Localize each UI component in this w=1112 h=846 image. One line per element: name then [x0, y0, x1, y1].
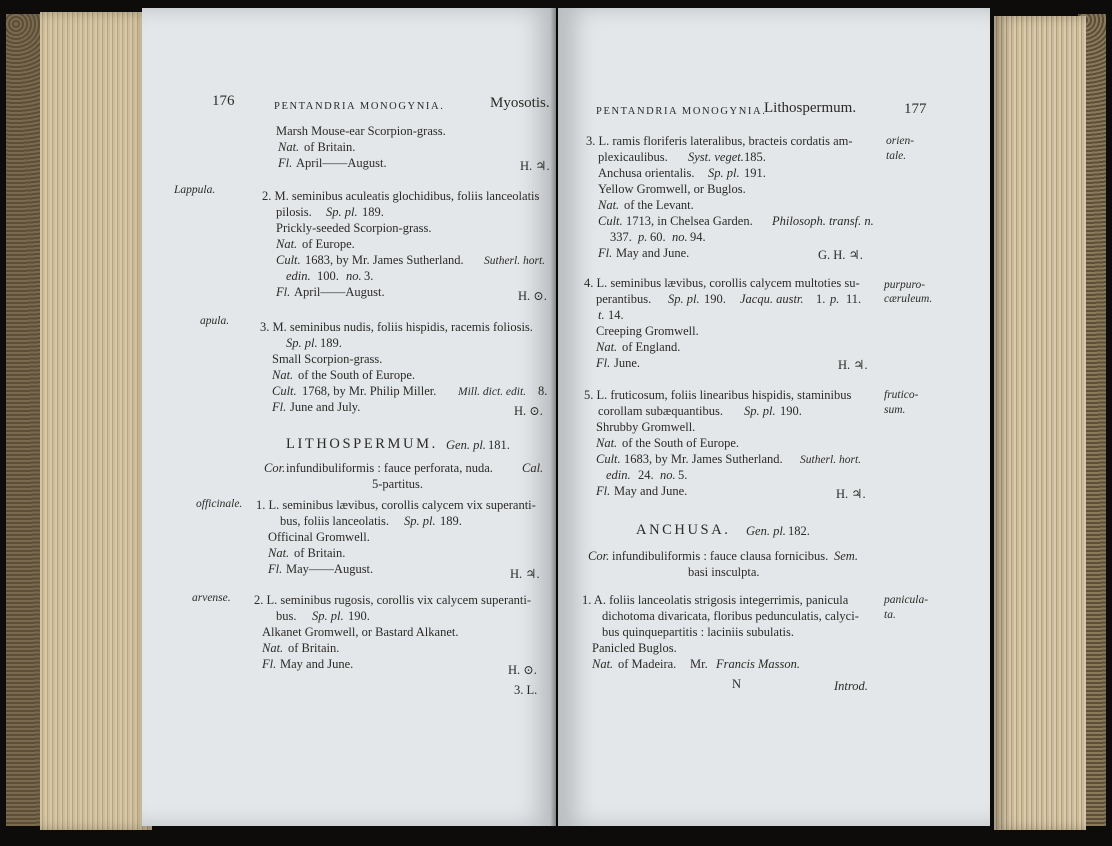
nat-label: Nat.: [276, 237, 298, 251]
introducer-name: Francis Masson.: [716, 657, 801, 671]
nat-label: Nat.: [596, 340, 618, 354]
common-name: Small Scorpion-grass.: [272, 352, 383, 366]
margin-species-name: Lappula.: [174, 184, 216, 196]
running-head-genus-right: Lithospermum.: [764, 100, 857, 116]
fl-label: Fl.: [278, 156, 293, 170]
margin-species-name: officinale.: [196, 498, 243, 510]
nat-value: of the South of Europe.: [622, 436, 739, 450]
margin-species-name: ta.: [884, 609, 896, 621]
cult-value: 1683, by Mr. James Sutherland.: [305, 253, 464, 267]
fl-value: May and June.: [280, 657, 354, 671]
reference-number: 189.: [440, 514, 462, 528]
common-name: Panicled Buglos.: [592, 641, 677, 655]
reference: p.: [830, 292, 840, 306]
synonym: Anchusa orientalis.: [598, 166, 695, 180]
reference-number: 60.: [650, 230, 666, 244]
nat-label: Nat.: [262, 641, 284, 655]
seed-description: basi insculpta.: [688, 565, 760, 579]
page-number-left: 176: [212, 93, 235, 109]
fl-value: May——August.: [286, 562, 374, 576]
species-diagnosis-line: bus.: [276, 609, 297, 623]
genus-reference: Gen. pl.: [446, 438, 486, 452]
reference-number: 190.: [780, 404, 802, 418]
reference: Sp. pl.: [312, 609, 344, 623]
seed-label: Sem.: [834, 549, 858, 563]
nat-value: of the Levant.: [624, 198, 694, 212]
habit: G. H. ♃.: [818, 248, 863, 262]
genus-heading: LITHOSPERMUM.: [286, 436, 438, 452]
reference: Sp. pl.: [286, 336, 318, 350]
calyx-label: Cal.: [522, 461, 544, 475]
left-page: [142, 8, 556, 826]
fl-value: June.: [614, 356, 641, 370]
fl-value: April——August.: [296, 156, 387, 170]
cult-value: 1683, by Mr. James Sutherland.: [624, 452, 783, 466]
left-page-stack: [40, 12, 152, 830]
reference: no.: [672, 230, 688, 244]
reference: Sp. pl.: [744, 404, 776, 418]
common-name: Yellow Gromwell, or Buglos.: [598, 182, 746, 196]
cult-label: Cult.: [276, 253, 301, 267]
reference-number: 11.: [846, 292, 862, 306]
habit: H. ⊙.: [518, 289, 547, 303]
reference-number: 14.: [608, 308, 624, 322]
nat-value: of Britain.: [294, 546, 346, 560]
nat-label: Nat.: [598, 198, 620, 212]
common-name: Prickly-seeded Scorpion-grass.: [276, 221, 432, 235]
right-page: [558, 8, 990, 826]
reference-number: 3.: [364, 269, 374, 283]
margin-species-name: cæruleum.: [884, 293, 933, 305]
habit: H. ♃.: [836, 487, 866, 501]
species-diagnosis-line: 3. M. seminibus nudis, foliis hispidis, racemis foliosis.: [260, 320, 533, 334]
margin-species-name: purpuro-: [884, 279, 926, 291]
common-name: Shrubby Gromwell.: [596, 420, 696, 434]
corolla-label: Cor.: [264, 461, 286, 475]
species-diagnosis-line: dichotoma divaricata, floribus pedunculatis, calyci-: [602, 609, 859, 623]
margin-species-name: frutico-: [884, 389, 919, 401]
reference-number: 189.: [320, 336, 342, 350]
cult-label: Cult.: [598, 214, 623, 228]
habit: H. ♃.: [520, 159, 550, 173]
habit: H. ⊙.: [514, 404, 543, 418]
page-number-right: 177: [904, 101, 927, 117]
species-diagnosis-line: 1. A. foliis lanceolatis strigosis integerrimis, panicula: [582, 593, 849, 607]
corolla-description: infundibuliformis : fauce clausa fornicibus.: [612, 549, 829, 563]
cult-value: 1768, by Mr. Philip Miller.: [302, 384, 437, 398]
nat-label: Nat.: [272, 368, 294, 382]
margin-species-name: apula.: [200, 315, 230, 327]
reference-number: 5.: [678, 468, 688, 482]
reference-number: 337.: [610, 230, 632, 244]
reference-number: 185.: [744, 150, 766, 164]
fl-label: Fl.: [596, 356, 611, 370]
fl-label: Fl.: [268, 562, 283, 576]
species-diagnosis-line: bus, foliis lanceolatis.: [280, 514, 390, 528]
reference: Sp. pl.: [326, 205, 358, 219]
fl-label: Fl.: [276, 285, 291, 299]
catchword: Introd.: [834, 679, 868, 693]
reference: Mill. dict. edit.: [458, 386, 527, 398]
nat-value: of Madeira.: [618, 657, 677, 671]
habit: H. ♃.: [838, 358, 868, 372]
reference: no.: [660, 468, 676, 482]
reference-number: 191.: [744, 166, 766, 180]
common-name: Creeping Gromwell.: [596, 324, 699, 338]
nat-label: Nat.: [278, 140, 300, 154]
reference: no.: [346, 269, 362, 283]
margin-species-name: panicula-: [884, 594, 929, 606]
genus-reference-number: 182.: [788, 524, 810, 538]
fl-label: Fl.: [272, 400, 287, 414]
species-diagnosis-line: 1. L. seminibus lævibus, corollis calycem vix superanti-: [256, 498, 536, 512]
cult-label: Cult.: [272, 384, 297, 398]
reference-number: 100.: [317, 269, 339, 283]
genus-heading: ANCHUSA.: [636, 522, 731, 538]
nat-label: Nat.: [596, 436, 618, 450]
corolla-description: infundibuliformis : fauce perforata, nuda.: [286, 461, 493, 475]
catchword: 3. L.: [514, 683, 538, 697]
nat-value: of Britain.: [304, 140, 356, 154]
species-diagnosis-line: plexicaulibus.: [598, 150, 668, 164]
margin-species-name: orien-: [886, 135, 915, 147]
fl-value: May and June.: [614, 484, 688, 498]
reference: Sp. pl.: [404, 514, 436, 528]
fl-label: Fl.: [598, 246, 613, 260]
reference-number: 1.: [816, 292, 826, 306]
reference-number: 24.: [638, 468, 654, 482]
running-head-genus-left: Myosotis.: [490, 95, 550, 111]
habit: H. ♃.: [510, 567, 540, 581]
reference: Sp. pl.: [708, 166, 740, 180]
reference: Syst. veget.: [688, 150, 744, 164]
reference: Jacqu. austr.: [740, 292, 804, 306]
reference: Sp. pl.: [668, 292, 700, 306]
calyx-description: 5-partitus.: [372, 477, 424, 491]
species-diagnosis-line: pilosis.: [276, 205, 312, 219]
fl-value: May and June.: [616, 246, 690, 260]
fl-label: Fl.: [262, 657, 277, 671]
reference: Philosoph. transf. n.: [772, 214, 874, 228]
nat-label: Nat.: [592, 657, 614, 671]
reference: t.: [598, 308, 605, 322]
margin-species-name: arvense.: [192, 592, 231, 604]
nat-label: Nat.: [268, 546, 290, 560]
species-diagnosis-line: perantibus.: [596, 292, 652, 306]
species-diagnosis-line: 4. L. seminibus lævibus, corollis calycem multoties su-: [584, 276, 860, 290]
common-name: Alkanet Gromwell, or Bastard Alkanet.: [262, 625, 459, 639]
nat-value: of Europe.: [302, 237, 355, 251]
species-diagnosis-line: 2. M. seminibus aculeatis glochidibus, foliis lanceolatis: [262, 189, 540, 203]
species-diagnosis-line: 2. L. seminibus rugosis, corollis vix calycem superanti-: [254, 593, 532, 607]
margin-species-name: sum.: [884, 404, 906, 416]
species-diagnosis-line: corollam subæquantibus.: [598, 404, 723, 418]
running-head-left: PENTANDRIA MONOGYNIA.: [274, 101, 445, 112]
reference: Sutherl. hort.: [800, 454, 862, 466]
fl-label: Fl.: [596, 484, 611, 498]
corolla-label: Cor.: [588, 549, 610, 563]
habit: H. ⊙.: [508, 663, 537, 677]
signature-mark: N: [732, 677, 742, 691]
cult-label: Cult.: [596, 452, 621, 466]
running-head-right: PENTANDRIA MONOGYNIA.: [596, 106, 767, 117]
cult-value: 1713, in Chelsea Garden.: [626, 214, 753, 228]
species-diagnosis-line: 5. L. fruticosum, foliis linearibus hispidis, staminibus: [584, 388, 852, 402]
right-page-stack: [994, 16, 1086, 830]
species-diagnosis-line: 3. L. ramis floriferis lateralibus, bracteis cordatis am-: [586, 134, 853, 148]
genus-reference: Gen. pl.: [746, 524, 786, 538]
common-name: Marsh Mouse-ear Scorpion-grass.: [276, 124, 446, 138]
reference-number: 94.: [690, 230, 706, 244]
fl-value: April——August.: [294, 285, 385, 299]
reference: p.: [638, 230, 648, 244]
genus-reference-number: 181.: [488, 438, 510, 452]
reference: edin.: [606, 468, 631, 482]
species-diagnosis-line: bus quinquepartitis : laciniis subulatis.: [602, 625, 794, 639]
fl-value: June and July.: [290, 400, 361, 414]
reference: Sutherl. hort.: [484, 255, 546, 267]
nat-value: of the South of Europe.: [298, 368, 415, 382]
margin-species-name: tale.: [886, 150, 907, 162]
reference-number: 189.: [362, 205, 384, 219]
reference-number: 190.: [348, 609, 370, 623]
reference: edin.: [286, 269, 311, 283]
reference-number: 190.: [704, 292, 726, 306]
reference-number: 8.: [538, 384, 548, 398]
nat-value: of Britain.: [288, 641, 340, 655]
common-name: Officinal Gromwell.: [268, 530, 370, 544]
introducer-prefix: Mr.: [690, 657, 708, 671]
nat-value: of England.: [622, 340, 681, 354]
